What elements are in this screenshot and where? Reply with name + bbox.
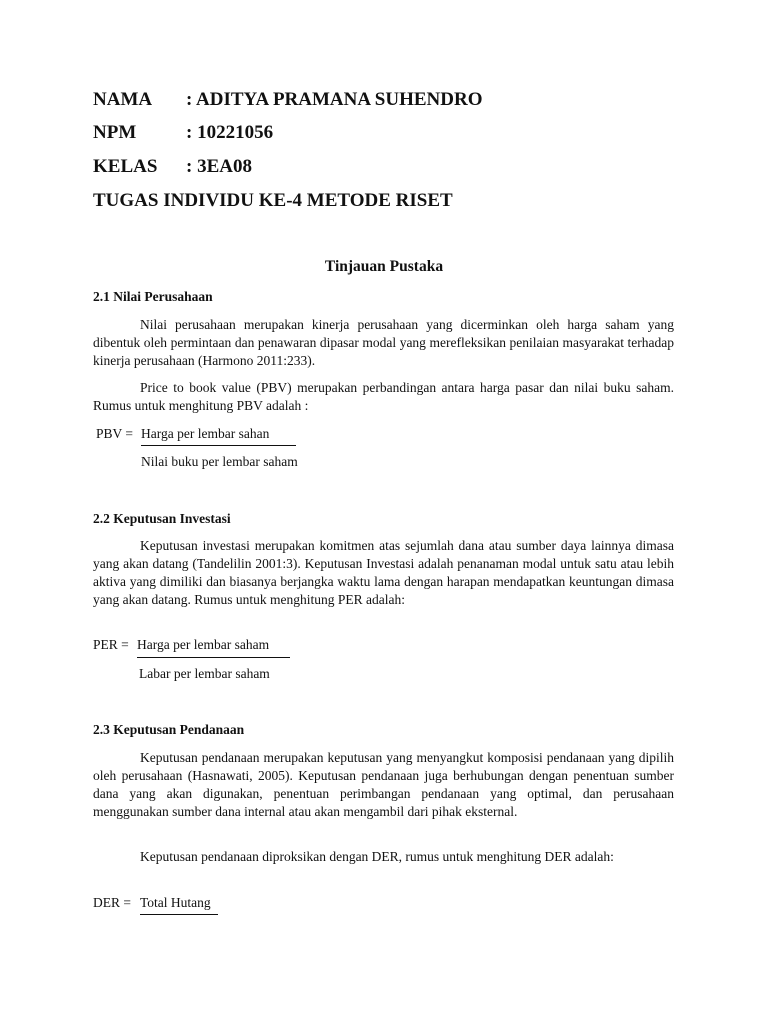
paragraph: Keputusan pendanaan merupakan keputusan yang menyangkut komposisi pendanaan yang dipilih oleh perusahaan (Hasnawati, 2005). Keputusan pendanaan juga berhubungan dengan penentuan sumber dana yang akan digunakan, penentuan perimbangan pendanaan yang optimal, dan perusahaan menggunakan sumber dana internal atau akan mengambil dari pihak eksternal. — [93, 750, 674, 819]
nama-value: : ADITYA PRAMANA SUHENDRO — [186, 89, 483, 110]
paragraph: Keputusan investasi merupakan komitmen atas sejumlah dana atau sumber daya lainnya dimasa yang akan datang (Tandelilin 2001:3). Keputusan Investasi adalah penanaman modal untuk satu atau lebih aktiva yang dimiliki dan biasanya berjangka waktu lama dengan harapan mendapatkan keuntungan dimasa yang akan datang. Rumus untuk menghitung PER adalah: — [93, 538, 674, 607]
header-nama-row — [93, 89, 482, 111]
assignment-title: TUGAS INDIVIDU KE-4 METODE RISET — [93, 190, 453, 211]
formula-numerator: Harga per lembar saham — [137, 637, 270, 652]
formula-lhs: PER = — [93, 637, 129, 652]
fraction-line — [137, 657, 290, 658]
formula-numerator: Harga per lembar sahan — [141, 426, 270, 441]
nama-label: NAMA — [93, 89, 153, 110]
formula-denominator: Labar per lembar saham — [139, 666, 270, 681]
formula-denominator: Nilai buku per lembar saham — [141, 454, 298, 469]
formula-lhs: PBV = — [96, 426, 134, 441]
section-heading-keputusan-pendanaan: 2.3 Keputusan Pendanaan — [93, 722, 245, 737]
paragraph: Keputusan pendanaan diproksikan dengan DER, rumus untuk menghitung DER adalah: — [140, 849, 614, 864]
page-title: Tinjauan Pustaka — [324, 258, 444, 275]
formula-numerator: Total Hutang — [140, 895, 211, 910]
formula-lhs: DER = — [93, 895, 131, 910]
section-heading-nilai-perusahaan: 2.1 Nilai Perusahaan — [93, 289, 213, 304]
npm-value: : 10221056 — [186, 122, 274, 143]
npm-label: NPM — [93, 122, 137, 143]
kelas-label: KELAS — [93, 156, 158, 177]
section-heading-keputusan-investasi: 2.2 Keputusan Investasi — [93, 511, 231, 526]
paragraph: Price to book value (PBV) merupakan perbandingan antara harga pasar dan nilai buku saham. Rumus untuk menghitung PBV adalah : — [93, 380, 674, 413]
paragraph: Nilai perusahaan merupakan kinerja perusahaan yang dicerminkan oleh harga saham yang dibentuk oleh permintaan dan penawaran dipasar modal yang merefleksikan penilaian masyarakat terhadap kinerja perusahaan (Harmono 2011:233). — [93, 317, 674, 368]
header-npm-row — [93, 122, 273, 144]
header-kelas-row — [93, 156, 252, 178]
kelas-value: : 3EA08 — [186, 156, 252, 177]
fraction-line — [141, 445, 296, 446]
fraction-line — [140, 914, 218, 915]
